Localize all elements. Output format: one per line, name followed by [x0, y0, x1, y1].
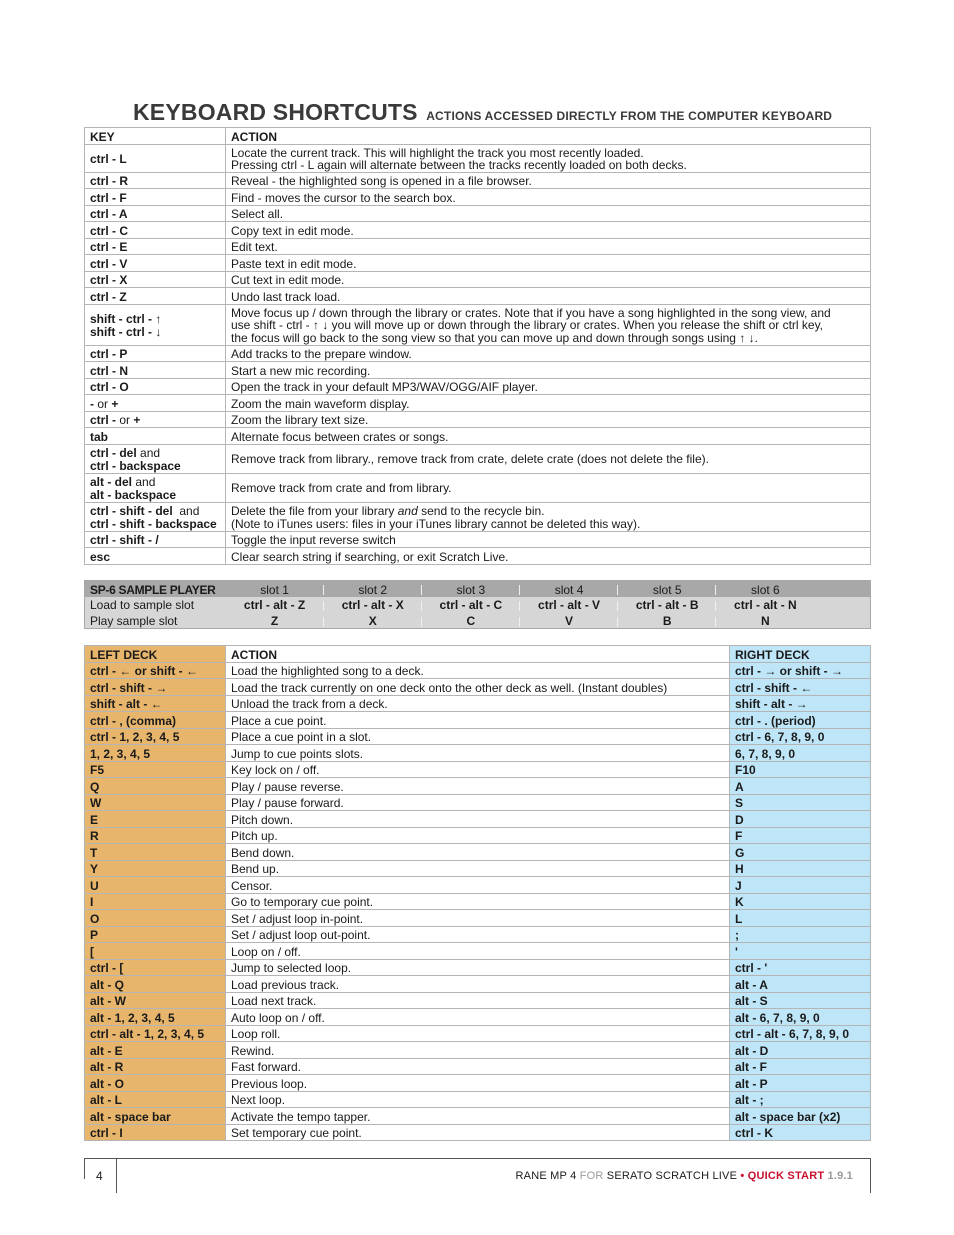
slot-header: slot 1	[226, 581, 324, 597]
right-deck-key: ctrl - '	[730, 959, 871, 976]
right-deck-key: alt - D	[730, 1042, 871, 1059]
load-key: ctrl - alt - V	[520, 597, 618, 613]
action-column-header: ACTION	[226, 128, 871, 145]
footer-divider	[116, 1159, 117, 1193]
table-row	[85, 362, 871, 379]
right-deck-key: S	[730, 794, 871, 811]
deck-action: Jump to cue points slots.	[226, 745, 730, 762]
left-deck-key: R	[85, 827, 226, 844]
right-deck-key: ctrl - alt - 6, 7, 8, 9, 0	[730, 1025, 871, 1042]
left-deck-header: LEFT DECK	[85, 646, 226, 663]
deck-action: Fast forward.	[226, 1058, 730, 1075]
deck-action: Set / adjust loop in-point.	[226, 910, 730, 927]
left-deck-key: 1, 2, 3, 4, 5	[85, 745, 226, 762]
deck-action: Load next track.	[226, 992, 730, 1009]
left-deck-key: alt - space bar	[85, 1108, 226, 1125]
slot-header: slot 4	[520, 581, 618, 597]
left-deck-key: U	[85, 877, 226, 894]
deck-action: Censor.	[226, 877, 730, 894]
shortcut-action: Alternate focus between crates or songs.	[226, 428, 871, 445]
left-deck-key: Y	[85, 860, 226, 877]
right-deck-key: ctrl - → or shift - →	[730, 662, 871, 679]
deck-action: Unload the track from a deck.	[226, 695, 730, 712]
left-deck-key: F5	[85, 761, 226, 778]
table-row	[85, 531, 871, 548]
left-deck-key: O	[85, 910, 226, 927]
left-deck-key: ctrl - I	[85, 1124, 226, 1141]
shortcut-action: Zoom the library text size.	[226, 411, 871, 428]
table-row	[85, 827, 871, 844]
play-key: C	[422, 613, 520, 629]
spacer-cell	[815, 597, 871, 613]
deck-action: Load previous track.	[226, 976, 730, 993]
slot-header: slot 3	[422, 581, 520, 597]
deck-action: Load the highlighted song to a deck.	[226, 662, 730, 679]
right-deck-key: ;	[730, 926, 871, 943]
sample-player-play-row	[85, 613, 871, 629]
left-deck-key: alt - W	[85, 992, 226, 1009]
right-deck-key: F	[730, 827, 871, 844]
right-deck-key: H	[730, 860, 871, 877]
table-row	[85, 877, 871, 894]
shortcut-key: ctrl - C	[85, 222, 226, 239]
right-deck-key: G	[730, 844, 871, 861]
deck-action: Activate the tempo tapper.	[226, 1108, 730, 1125]
table-row	[85, 959, 871, 976]
deck-action: Jump to selected loop.	[226, 959, 730, 976]
right-deck-key: L	[730, 910, 871, 927]
right-deck-key: alt - P	[730, 1075, 871, 1092]
right-deck-key: alt - S	[730, 992, 871, 1009]
table-row	[85, 1124, 871, 1141]
right-deck-key: J	[730, 877, 871, 894]
right-deck-header: RIGHT DECK	[730, 646, 871, 663]
table-row	[85, 411, 871, 428]
right-deck-key: 6, 7, 8, 9, 0	[730, 745, 871, 762]
left-deck-key: ctrl - shift - →	[85, 679, 226, 696]
shortcut-key: tab	[85, 428, 226, 445]
left-deck-key: alt - 1, 2, 3, 4, 5	[85, 1009, 226, 1026]
shortcut-action: Locate the current track. This will highlight the track you most recently loaded. Pressing ctrl - L again will alternate between the tracks recently loaded on both decks.	[226, 144, 871, 172]
slot-header: slot 6	[716, 581, 814, 597]
spacer-cell	[815, 613, 871, 629]
shortcut-key: ctrl - shift - del and ctrl - shift - backspace	[85, 502, 226, 531]
shortcut-action: Copy text in edit mode.	[226, 222, 871, 239]
shortcut-key: ctrl - Z	[85, 288, 226, 305]
sample-player-title: SP-6 SAMPLE PLAYER	[85, 581, 226, 597]
right-deck-key: A	[730, 778, 871, 795]
right-deck-key: alt - 6, 7, 8, 9, 0	[730, 1009, 871, 1026]
shortcut-key: ctrl - A	[85, 205, 226, 222]
left-deck-key: E	[85, 811, 226, 828]
shortcut-action: Clear search string if searching, or exit Scratch Live.	[226, 548, 871, 565]
table-row	[85, 976, 871, 993]
left-deck-key: shift - alt - ←	[85, 695, 226, 712]
load-key: ctrl - alt - C	[422, 597, 520, 613]
right-deck-key: alt - ;	[730, 1091, 871, 1108]
shortcut-key: ctrl - R	[85, 172, 226, 189]
title-subtitle: ACTIONS ACCESSED DIRECTLY FROM THE COMPUTER KEYBOARD	[426, 109, 833, 123]
table-row	[85, 811, 871, 828]
table-header-row	[85, 128, 871, 145]
sample-player-header-row	[85, 581, 871, 597]
shortcut-key: shift - ctrl - ↑ shift - ctrl - ↓	[85, 304, 226, 345]
left-deck-key: alt - E	[85, 1042, 226, 1059]
right-deck-key: '	[730, 943, 871, 960]
left-deck-key: [	[85, 943, 226, 960]
right-deck-key: alt - F	[730, 1058, 871, 1075]
title-main: KEYBOARD SHORTCUTS	[133, 99, 418, 125]
footer-divider	[84, 1159, 85, 1179]
table-row	[85, 378, 871, 395]
slot-header: slot 2	[324, 581, 422, 597]
play-key: X	[324, 613, 422, 629]
shortcut-action: Remove track from library., remove track from crate, delete crate (does not delete the file).	[226, 444, 871, 473]
table-row	[85, 222, 871, 239]
action-column-header: ACTION	[226, 646, 730, 663]
table-row	[85, 189, 871, 206]
load-key: ctrl - alt - B	[618, 597, 716, 613]
footer-brand: RANE MP 4 FOR SERATO SCRATCH LIVE • QUICK START 1.9.1	[515, 1170, 853, 1182]
table-row	[85, 943, 871, 960]
left-deck-key: I	[85, 893, 226, 910]
deck-action: Place a cue point.	[226, 712, 730, 729]
table-row	[85, 1091, 871, 1108]
right-deck-key: alt - space bar (x2)	[730, 1108, 871, 1125]
right-deck-key: ctrl - shift - ←	[730, 679, 871, 696]
shortcut-action: Find - moves the cursor to the search box.	[226, 189, 871, 206]
shortcut-key: ctrl - O	[85, 378, 226, 395]
table-row	[85, 288, 871, 305]
shortcut-key: ctrl - L	[85, 144, 226, 172]
table-row	[85, 844, 871, 861]
table-row	[85, 255, 871, 272]
shortcuts-table	[84, 127, 871, 565]
shortcut-key: ctrl - or +	[85, 411, 226, 428]
table-row	[85, 860, 871, 877]
right-deck-key: ctrl - K	[730, 1124, 871, 1141]
table-row	[85, 662, 871, 679]
left-deck-key: Q	[85, 778, 226, 795]
table-row	[85, 778, 871, 795]
play-label: Play sample slot	[85, 613, 226, 629]
deck-shortcuts-table	[84, 645, 871, 1141]
left-deck-key: alt - O	[85, 1075, 226, 1092]
right-deck-key: shift - alt - →	[730, 695, 871, 712]
table-row	[85, 695, 871, 712]
table-row	[85, 548, 871, 565]
deck-action: Loop on / off.	[226, 943, 730, 960]
shortcut-key: ctrl - del and ctrl - backspace	[85, 444, 226, 473]
shortcut-key: ctrl - F	[85, 189, 226, 206]
deck-action: Previous loop.	[226, 1075, 730, 1092]
deck-action: Bend down.	[226, 844, 730, 861]
shortcut-action: Delete the file from your library and send to the recycle bin. (Note to iTunes users: files in your iTunes library cannot be deleted this way).	[226, 502, 871, 531]
deck-action: Play / pause forward.	[226, 794, 730, 811]
spacer-cell	[815, 581, 871, 597]
table-row	[85, 728, 871, 745]
shortcut-action: Select all.	[226, 205, 871, 222]
load-key: ctrl - alt - N	[716, 597, 814, 613]
shortcut-key: - or +	[85, 395, 226, 412]
left-deck-key: W	[85, 794, 226, 811]
table-row	[85, 910, 871, 927]
page-number: 4	[96, 1169, 103, 1183]
shortcut-key: ctrl - N	[85, 362, 226, 379]
left-deck-key: T	[85, 844, 226, 861]
deck-action: Key lock on / off.	[226, 761, 730, 778]
deck-action: Pitch up.	[226, 827, 730, 844]
table-row	[85, 1075, 871, 1092]
table-row	[85, 304, 871, 345]
table-row	[85, 893, 871, 910]
table-row	[85, 473, 871, 502]
left-deck-key: ctrl - [	[85, 959, 226, 976]
sample-player-load-row	[85, 597, 871, 613]
shortcut-action: Zoom the main waveform display.	[226, 395, 871, 412]
deck-action: Go to temporary cue point.	[226, 893, 730, 910]
table-row	[85, 992, 871, 1009]
shortcut-key: ctrl - shift - /	[85, 531, 226, 548]
table-row	[85, 395, 871, 412]
play-key: V	[520, 613, 618, 629]
load-key: ctrl - alt - Z	[226, 597, 324, 613]
shortcut-action: Add tracks to the prepare window.	[226, 345, 871, 362]
play-key: Z	[226, 613, 324, 629]
right-deck-key: alt - A	[730, 976, 871, 993]
shortcut-key: ctrl - X	[85, 271, 226, 288]
deck-action: Rewind.	[226, 1042, 730, 1059]
right-deck-key: F10	[730, 761, 871, 778]
table-row	[85, 172, 871, 189]
table-row	[85, 1025, 871, 1042]
left-deck-key: alt - R	[85, 1058, 226, 1075]
deck-action: Play / pause reverse.	[226, 778, 730, 795]
shortcut-action: Paste text in edit mode.	[226, 255, 871, 272]
left-deck-key: alt - Q	[85, 976, 226, 993]
shortcut-action: Edit text.	[226, 238, 871, 255]
shortcut-action: Remove track from crate and from library.	[226, 473, 871, 502]
shortcut-action: Undo last track load.	[226, 288, 871, 305]
shortcut-key: ctrl - P	[85, 345, 226, 362]
table-row	[85, 444, 871, 473]
right-deck-key: K	[730, 893, 871, 910]
shortcut-key: ctrl - V	[85, 255, 226, 272]
table-row	[85, 1042, 871, 1059]
left-deck-key: ctrl - 1, 2, 3, 4, 5	[85, 728, 226, 745]
slot-header: slot 5	[618, 581, 716, 597]
deck-action: Pitch down.	[226, 811, 730, 828]
sample-player-table	[84, 580, 871, 629]
right-deck-key: ctrl - 6, 7, 8, 9, 0	[730, 728, 871, 745]
shortcut-action: Open the track in your default MP3/WAV/OGG/AIF player.	[226, 378, 871, 395]
table-row	[85, 428, 871, 445]
deck-action: Bend up.	[226, 860, 730, 877]
table-row	[85, 794, 871, 811]
deck-action: Place a cue point in a slot.	[226, 728, 730, 745]
deck-action: Set temporary cue point.	[226, 1124, 730, 1141]
table-header-row	[85, 646, 871, 663]
table-row	[85, 271, 871, 288]
load-key: ctrl - alt - X	[324, 597, 422, 613]
shortcut-key: ctrl - E	[85, 238, 226, 255]
table-row	[85, 345, 871, 362]
footer-divider	[870, 1159, 871, 1193]
table-row	[85, 205, 871, 222]
key-column-header: KEY	[85, 128, 226, 145]
table-row	[85, 502, 871, 531]
right-deck-key: D	[730, 811, 871, 828]
shortcut-action: Toggle the input reverse switch	[226, 531, 871, 548]
shortcut-key: alt - del and alt - backspace	[85, 473, 226, 502]
deck-action: Load the track currently on one deck onto the other deck as well. (Instant doubles)	[226, 679, 730, 696]
deck-action: Loop roll.	[226, 1025, 730, 1042]
table-row	[85, 679, 871, 696]
right-deck-key: ctrl - . (period)	[730, 712, 871, 729]
left-deck-key: ctrl - ← or shift - ←	[85, 662, 226, 679]
table-row	[85, 745, 871, 762]
deck-action: Next loop.	[226, 1091, 730, 1108]
play-key: N	[716, 613, 814, 629]
deck-action: Set / adjust loop out-point.	[226, 926, 730, 943]
table-row	[85, 761, 871, 778]
table-row	[85, 144, 871, 172]
left-deck-key: alt - L	[85, 1091, 226, 1108]
page-footer	[84, 1158, 871, 1192]
shortcut-key: esc	[85, 548, 226, 565]
table-row	[85, 1108, 871, 1125]
table-row	[85, 238, 871, 255]
left-deck-key: ctrl - alt - 1, 2, 3, 4, 5	[85, 1025, 226, 1042]
deck-action: Auto loop on / off.	[226, 1009, 730, 1026]
table-row	[85, 1009, 871, 1026]
shortcut-action: Cut text in edit mode.	[226, 271, 871, 288]
load-label: Load to sample slot	[85, 597, 226, 613]
left-deck-key: ctrl - , (comma)	[85, 712, 226, 729]
left-deck-key: P	[85, 926, 226, 943]
shortcut-action: Start a new mic recording.	[226, 362, 871, 379]
shortcut-action: Move focus up / down through the library or crates. Note that if you have a song highlighted in the song view, and use shift - ctrl - ↑ ↓ you will move up or down through the library or crates. When you release the shift or ctrl key, the focus will go back to the song view so that you can move up and down through songs using ↑ ↓.	[226, 304, 871, 345]
shortcut-action: Reveal - the highlighted song is opened in a file browser.	[226, 172, 871, 189]
table-row	[85, 712, 871, 729]
page-title	[133, 99, 832, 126]
table-row	[85, 926, 871, 943]
table-row	[85, 1058, 871, 1075]
play-key: B	[618, 613, 716, 629]
